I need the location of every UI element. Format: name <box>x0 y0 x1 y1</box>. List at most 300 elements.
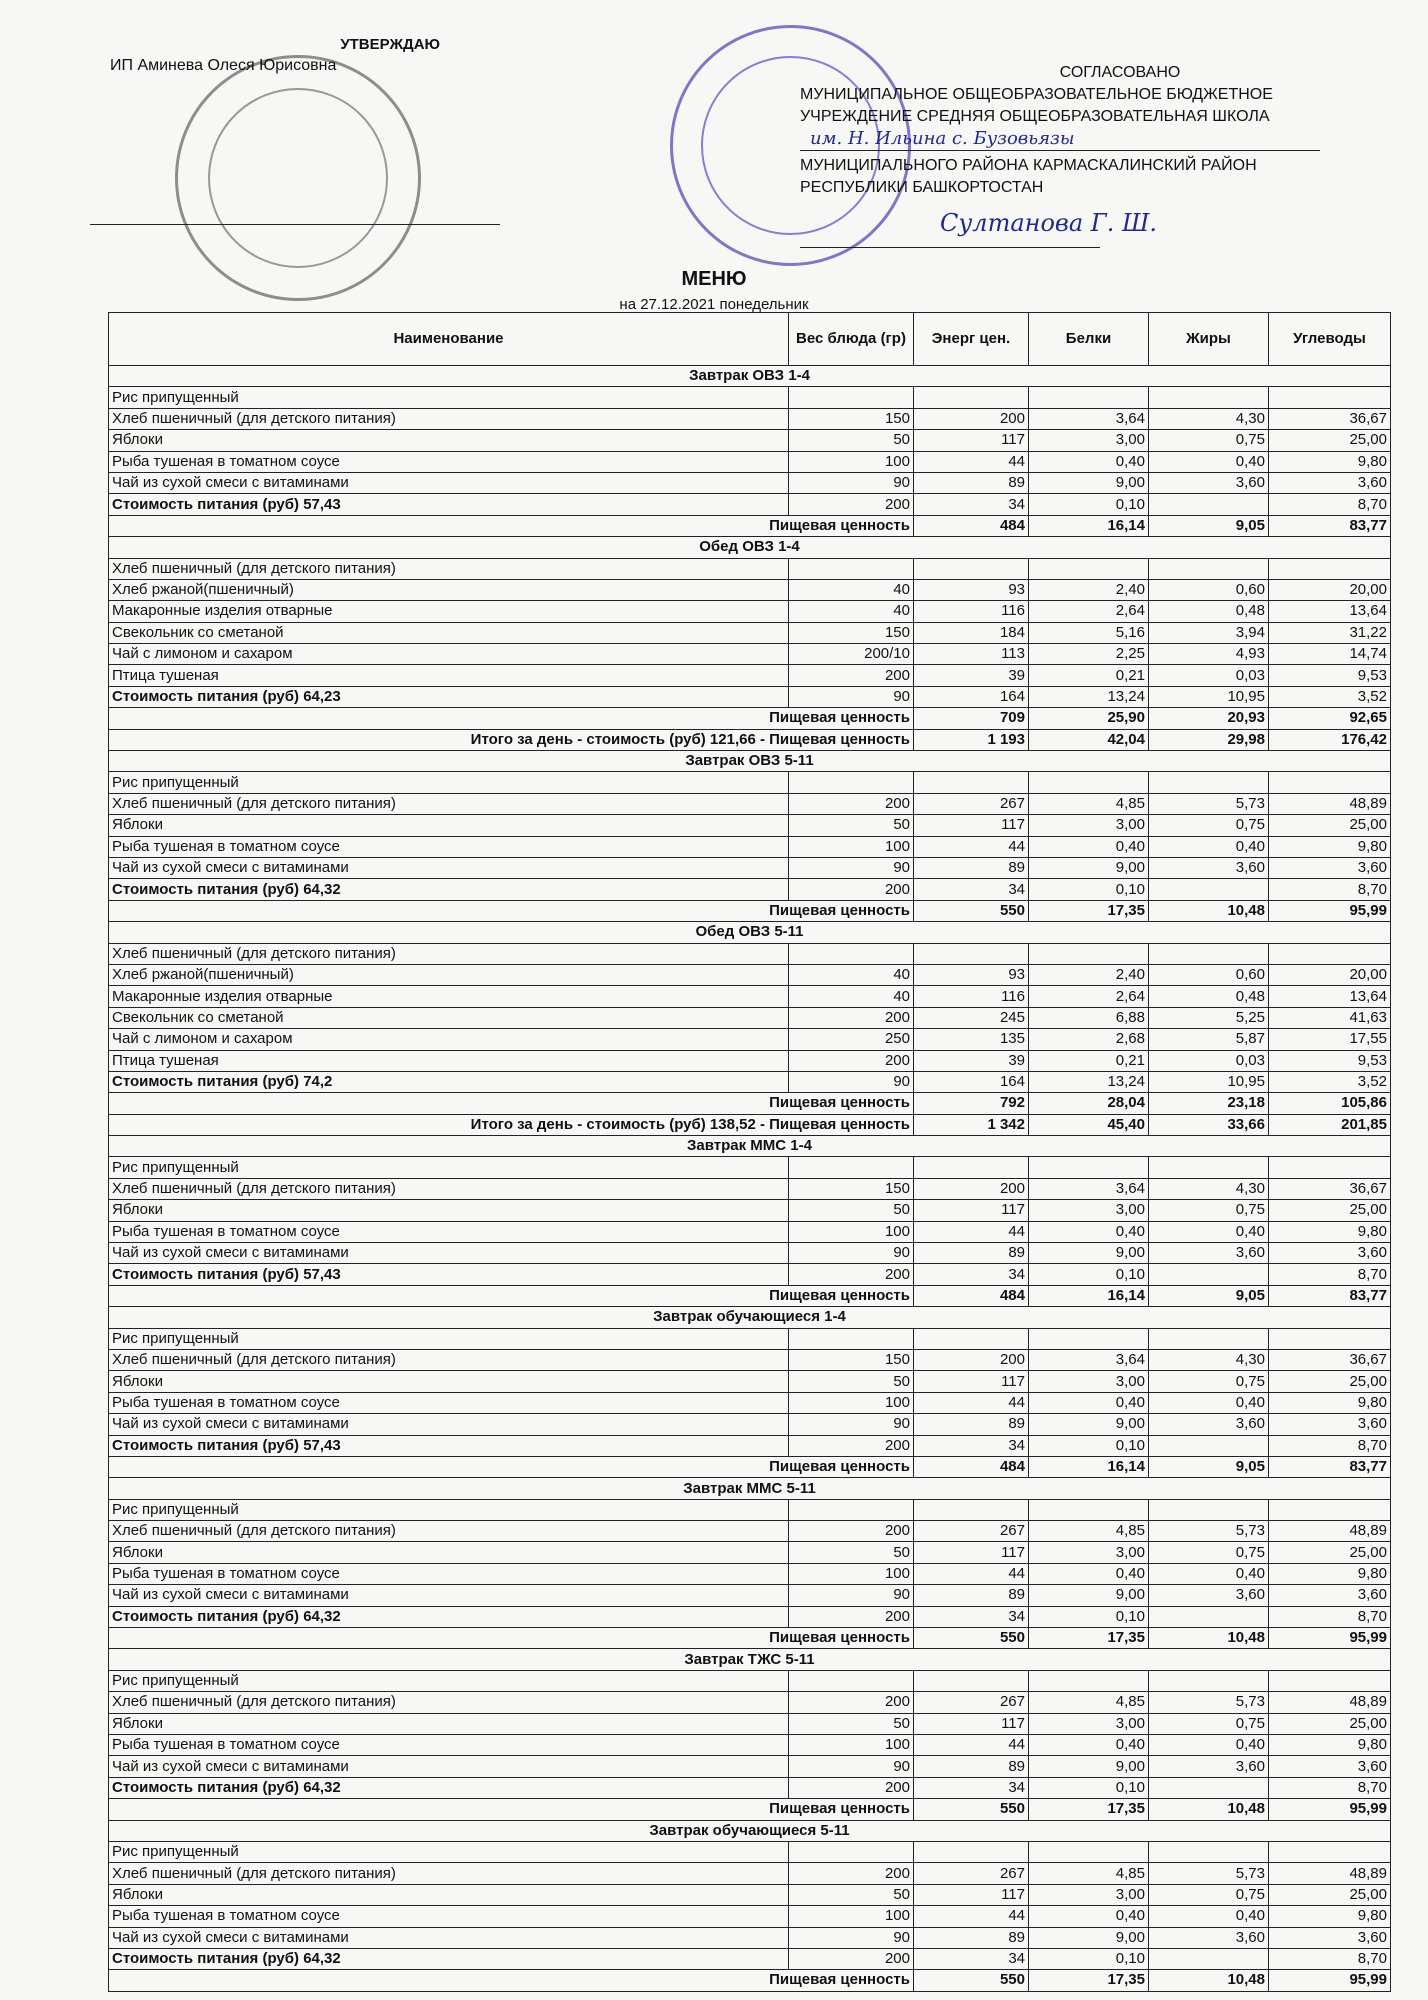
table-row <box>109 1863 1391 1884</box>
fat-cell: 3,60 <box>1149 1414 1269 1435</box>
protein-cell: 0,10 <box>1029 1777 1149 1798</box>
protein-cell: 0,21 <box>1029 665 1149 686</box>
weight-cell: 100 <box>789 1392 914 1413</box>
energy-cell: 267 <box>914 1692 1029 1713</box>
meal-cost-cell: Стоимость питания (руб) 57,43 <box>109 494 789 515</box>
weight-cell <box>789 1841 914 1862</box>
table-row <box>109 1050 1391 1071</box>
total-protein-cell: 17,35 <box>1029 900 1149 921</box>
total-carbs-cell: 201,85 <box>1269 1114 1391 1135</box>
energy-cell: 117 <box>914 430 1029 451</box>
fat-cell <box>1149 1841 1269 1862</box>
protein-cell: 3,64 <box>1029 1349 1149 1370</box>
protein-cell: 0,40 <box>1029 1735 1149 1756</box>
protein-cell: 6,88 <box>1029 1007 1149 1028</box>
weight-cell: 40 <box>789 986 914 1007</box>
carbs-cell: 3,52 <box>1269 1071 1391 1092</box>
energy-cell: 267 <box>914 1863 1029 1884</box>
energy-cell: 34 <box>914 1264 1029 1285</box>
weight-cell: 90 <box>789 472 914 493</box>
table-row <box>109 1414 1391 1435</box>
total-fat-cell: 33,66 <box>1149 1114 1269 1135</box>
protein-cell: 0,10 <box>1029 1948 1149 1969</box>
energy-cell: 267 <box>914 793 1029 814</box>
section-title: Завтрак обучающиеся 5-11 <box>109 1820 1391 1841</box>
dish-name-cell: Птица тушеная <box>109 665 789 686</box>
weight-cell: 150 <box>789 408 914 429</box>
table-row <box>109 408 1391 429</box>
protein-cell: 3,00 <box>1029 1713 1149 1734</box>
table-row <box>109 879 1391 900</box>
table-row <box>109 686 1391 707</box>
agreed-line-3: МУНИЦИПАЛЬНОГО РАЙОНА КАРМАСКАЛИНСКИЙ РАЙОН <box>800 157 1257 174</box>
table-row <box>109 772 1391 793</box>
weight-cell: 50 <box>789 1371 914 1392</box>
dish-name-cell: Рис припущенный <box>109 1499 789 1520</box>
energy-cell: 117 <box>914 1542 1029 1563</box>
carbs-cell: 9,80 <box>1269 1221 1391 1242</box>
carbs-cell: 8,70 <box>1269 1948 1391 1969</box>
fat-cell: 0,75 <box>1149 1884 1269 1905</box>
protein-cell: 0,40 <box>1029 1392 1149 1413</box>
nutrition-total-row-label: Пищевая ценность <box>109 1456 914 1477</box>
fat-cell: 0,75 <box>1149 1371 1269 1392</box>
meal-cost-cell: Стоимость питания (руб) 74,2 <box>109 1071 789 1092</box>
carbs-cell: 3,60 <box>1269 1243 1391 1264</box>
protein-cell: 4,85 <box>1029 1863 1149 1884</box>
nutrition-total-row-label: Пищевая ценность <box>109 515 914 536</box>
table-row <box>109 1606 1391 1627</box>
weight-cell: 100 <box>789 836 914 857</box>
fat-cell: 0,60 <box>1149 964 1269 985</box>
total-protein-cell: 42,04 <box>1029 729 1149 750</box>
total-fat-cell: 9,05 <box>1149 515 1269 536</box>
dish-name-cell: Хлеб ржаной(пшеничный) <box>109 964 789 985</box>
total-fat-cell: 10,48 <box>1149 1970 1269 1991</box>
carbs-cell: 9,53 <box>1269 1050 1391 1071</box>
carbs-cell: 8,70 <box>1269 1777 1391 1798</box>
nutrition-total-row-label: Пищевая ценность <box>109 1970 914 1991</box>
carbs-cell: 48,89 <box>1269 1863 1391 1884</box>
energy-cell: 184 <box>914 622 1029 643</box>
energy-cell: 93 <box>914 964 1029 985</box>
nutrition-total-row-label: Пищевая ценность <box>109 708 914 729</box>
weight-cell: 50 <box>789 1884 914 1905</box>
dish-name-cell: Яблоки <box>109 1713 789 1734</box>
protein-cell: 9,00 <box>1029 1585 1149 1606</box>
fat-cell <box>1149 1264 1269 1285</box>
carbs-cell: 8,70 <box>1269 1606 1391 1627</box>
energy-cell: 89 <box>914 857 1029 878</box>
weight-cell: 200 <box>789 1692 914 1713</box>
section-header-row <box>109 1478 1391 1499</box>
carbs-cell: 41,63 <box>1269 1007 1391 1028</box>
nutrition-total-row-label: Пищевая ценность <box>109 900 914 921</box>
energy-cell: 89 <box>914 1585 1029 1606</box>
protein-cell: 9,00 <box>1029 1243 1149 1264</box>
protein-cell: 13,24 <box>1029 1071 1149 1092</box>
carbs-cell <box>1269 558 1391 579</box>
dish-name-cell: Яблоки <box>109 430 789 451</box>
energy-cell: 200 <box>914 1178 1029 1199</box>
day-total-row-label: Итого за день - стоимость (руб) 138,52 - Пищевая ценность <box>109 1114 914 1135</box>
section-header-row <box>109 1820 1391 1841</box>
fat-cell: 3,60 <box>1149 1243 1269 1264</box>
meal-cost-cell: Стоимость питания (руб) 64,32 <box>109 879 789 900</box>
energy-cell: 89 <box>914 1927 1029 1948</box>
section-title: Завтрак обучающиеся 1-4 <box>109 1307 1391 1328</box>
carbs-cell: 3,60 <box>1269 472 1391 493</box>
nutrition-total-row <box>109 1970 1391 1991</box>
carbs-cell: 36,67 <box>1269 1349 1391 1370</box>
dish-name-cell: Хлеб пшеничный (для детского питания) <box>109 1349 789 1370</box>
meal-cost-cell: Стоимость питания (руб) 57,43 <box>109 1264 789 1285</box>
carbs-cell: 9,53 <box>1269 665 1391 686</box>
total-energy-cell: 709 <box>914 708 1029 729</box>
weight-cell: 200 <box>789 1777 914 1798</box>
table-row <box>109 601 1391 622</box>
fat-cell: 4,30 <box>1149 408 1269 429</box>
weight-cell: 100 <box>789 451 914 472</box>
dish-name-cell: Свекольник со сметаной <box>109 1007 789 1028</box>
protein-cell: 3,00 <box>1029 815 1149 836</box>
nutrition-total-row-label: Пищевая ценность <box>109 1799 914 1820</box>
protein-cell: 0,10 <box>1029 1606 1149 1627</box>
fat-cell: 10,95 <box>1149 1071 1269 1092</box>
nutrition-total-row <box>109 900 1391 921</box>
weight-cell: 150 <box>789 622 914 643</box>
protein-cell: 0,10 <box>1029 879 1149 900</box>
dish-name-cell: Рыба тушеная в томатном соусе <box>109 1735 789 1756</box>
carbs-cell: 3,60 <box>1269 857 1391 878</box>
carbs-cell: 8,70 <box>1269 1264 1391 1285</box>
approval-stamp <box>175 55 421 301</box>
carbs-cell: 17,55 <box>1269 1029 1391 1050</box>
day-total-row <box>109 729 1391 750</box>
weight-cell <box>789 943 914 964</box>
total-fat-cell: 9,05 <box>1149 1456 1269 1477</box>
dish-name-cell: Рыба тушеная в томатном соусе <box>109 836 789 857</box>
protein-cell: 9,00 <box>1029 1414 1149 1435</box>
protein-cell: 3,00 <box>1029 1542 1149 1563</box>
protein-cell: 4,85 <box>1029 793 1149 814</box>
carbs-cell: 25,00 <box>1269 1371 1391 1392</box>
carbs-cell: 25,00 <box>1269 1200 1391 1221</box>
fat-cell: 3,94 <box>1149 622 1269 643</box>
table-row <box>109 1841 1391 1862</box>
weight-cell: 40 <box>789 579 914 600</box>
protein-cell: 9,00 <box>1029 1756 1149 1777</box>
dish-name-cell: Рыба тушеная в томатном соусе <box>109 451 789 472</box>
fat-cell: 0,75 <box>1149 430 1269 451</box>
dish-name-cell: Хлеб пшеничный (для детского питания) <box>109 1178 789 1199</box>
energy-cell: 44 <box>914 1735 1029 1756</box>
dish-name-cell: Рис припущенный <box>109 1328 789 1349</box>
weight-cell <box>789 1328 914 1349</box>
protein-cell: 0,40 <box>1029 836 1149 857</box>
dish-name-cell: Рис припущенный <box>109 772 789 793</box>
dish-name-cell: Чай из сухой смеси с витаминами <box>109 1585 789 1606</box>
weight-cell: 200 <box>789 1007 914 1028</box>
protein-cell: 4,85 <box>1029 1692 1149 1713</box>
table-row <box>109 815 1391 836</box>
approval-title: УТВЕРЖДАЮ <box>340 36 440 53</box>
fat-cell <box>1149 1777 1269 1798</box>
weight-cell: 50 <box>789 1200 914 1221</box>
weight-cell: 200/10 <box>789 644 914 665</box>
table-row <box>109 558 1391 579</box>
fat-cell: 0,48 <box>1149 986 1269 1007</box>
carbs-cell <box>1269 387 1391 408</box>
energy-cell <box>914 1841 1029 1862</box>
table-row <box>109 1542 1391 1563</box>
table-row <box>109 1670 1391 1691</box>
total-carbs-cell: 92,65 <box>1269 708 1391 729</box>
dish-name-cell: Чай из сухой смеси с витаминами <box>109 1756 789 1777</box>
approval-block <box>110 36 470 75</box>
weight-cell: 200 <box>789 1521 914 1542</box>
weight-cell <box>789 1157 914 1178</box>
protein-cell <box>1029 387 1149 408</box>
dish-name-cell: Рис припущенный <box>109 1670 789 1691</box>
weight-cell: 50 <box>789 430 914 451</box>
energy-cell: 44 <box>914 1392 1029 1413</box>
total-protein-cell: 16,14 <box>1029 515 1149 536</box>
total-protein-cell: 16,14 <box>1029 1456 1149 1477</box>
fat-cell: 0,40 <box>1149 1392 1269 1413</box>
dish-name-cell: Хлеб ржаной(пшеничный) <box>109 579 789 600</box>
protein-cell: 3,00 <box>1029 1371 1149 1392</box>
carbs-cell: 31,22 <box>1269 622 1391 643</box>
total-carbs-cell: 95,99 <box>1269 900 1391 921</box>
carbs-cell: 8,70 <box>1269 1435 1391 1456</box>
dish-name-cell: Чай из сухой смеси с витаминами <box>109 472 789 493</box>
carbs-cell: 9,80 <box>1269 1906 1391 1927</box>
carbs-cell: 14,74 <box>1269 644 1391 665</box>
total-carbs-cell: 95,99 <box>1269 1628 1391 1649</box>
energy-cell: 200 <box>914 1349 1029 1370</box>
dish-name-cell: Яблоки <box>109 1371 789 1392</box>
fat-cell: 0,40 <box>1149 1735 1269 1756</box>
total-fat-cell: 10,48 <box>1149 1628 1269 1649</box>
table-row <box>109 472 1391 493</box>
total-protein-cell: 17,35 <box>1029 1970 1149 1991</box>
protein-cell: 13,24 <box>1029 686 1149 707</box>
table-row <box>109 1007 1391 1028</box>
energy-cell: 116 <box>914 986 1029 1007</box>
protein-cell: 2,40 <box>1029 579 1149 600</box>
carbs-cell <box>1269 1157 1391 1178</box>
energy-cell: 117 <box>914 1371 1029 1392</box>
table-row <box>109 1585 1391 1606</box>
table-header-row <box>109 313 1391 366</box>
energy-cell: 34 <box>914 1606 1029 1627</box>
dish-name-cell: Хлеб пшеничный (для детского питания) <box>109 408 789 429</box>
fat-cell: 0,40 <box>1149 1221 1269 1242</box>
col-header-protein: Белки <box>1029 313 1149 366</box>
carbs-cell: 8,70 <box>1269 494 1391 515</box>
table-row <box>109 1777 1391 1798</box>
nutrition-total-row <box>109 1799 1391 1820</box>
table-row <box>109 622 1391 643</box>
carbs-cell: 9,80 <box>1269 1735 1391 1756</box>
fat-cell <box>1149 494 1269 515</box>
total-carbs-cell: 95,99 <box>1269 1970 1391 1991</box>
fat-cell: 10,95 <box>1149 686 1269 707</box>
protein-cell: 5,16 <box>1029 622 1149 643</box>
dish-name-cell: Яблоки <box>109 1884 789 1905</box>
weight-cell: 50 <box>789 1713 914 1734</box>
carbs-cell: 3,52 <box>1269 686 1391 707</box>
fat-cell: 0,60 <box>1149 579 1269 600</box>
weight-cell: 90 <box>789 686 914 707</box>
energy-cell: 34 <box>914 879 1029 900</box>
agreed-title: СОГЛАСОВАНО <box>1059 64 1181 81</box>
nutrition-total-row <box>109 1285 1391 1306</box>
nutrition-total-row <box>109 1628 1391 1649</box>
carbs-cell: 3,60 <box>1269 1756 1391 1777</box>
weight-cell: 90 <box>789 1243 914 1264</box>
energy-cell <box>914 772 1029 793</box>
agreed-line-2: УЧРЕЖДЕНИЕ СРЕДНЯЯ ОБЩЕОБРАЗОВАТЕЛЬНАЯ ШКОЛА <box>800 108 1270 125</box>
energy-cell: 44 <box>914 1221 1029 1242</box>
fat-cell <box>1149 1435 1269 1456</box>
handwritten-school-name: им. Н. Ильина с. Бузовьязы <box>810 128 1075 149</box>
carbs-cell: 13,64 <box>1269 986 1391 1007</box>
protein-cell: 0,10 <box>1029 1435 1149 1456</box>
fat-cell: 3,60 <box>1149 857 1269 878</box>
energy-cell: 44 <box>914 451 1029 472</box>
table-row <box>109 579 1391 600</box>
fat-cell: 3,60 <box>1149 1585 1269 1606</box>
agreed-line-4: РЕСПУБЛИКИ БАШКОРТОСТАН <box>800 179 1044 196</box>
carbs-cell <box>1269 772 1391 793</box>
carbs-cell <box>1269 1328 1391 1349</box>
total-carbs-cell: 105,86 <box>1269 1093 1391 1114</box>
total-protein-cell: 17,35 <box>1029 1628 1149 1649</box>
section-header-row <box>109 1649 1391 1670</box>
table-row <box>109 644 1391 665</box>
dish-name-cell: Хлеб пшеничный (для детского питания) <box>109 943 789 964</box>
fat-cell <box>1149 1328 1269 1349</box>
carbs-cell: 25,00 <box>1269 815 1391 836</box>
col-header-weight: Вес блюда (гр) <box>789 313 914 366</box>
nutrition-total-row <box>109 1456 1391 1477</box>
dish-name-cell: Рис припущенный <box>109 387 789 408</box>
dish-name-cell: Чай из сухой смеси с витаминами <box>109 1414 789 1435</box>
carbs-cell: 25,00 <box>1269 1884 1391 1905</box>
table-row <box>109 1756 1391 1777</box>
protein-cell: 0,10 <box>1029 494 1149 515</box>
energy-cell: 117 <box>914 815 1029 836</box>
energy-cell: 44 <box>914 1906 1029 1927</box>
total-fat-cell: 10,48 <box>1149 1799 1269 1820</box>
fat-cell <box>1149 1157 1269 1178</box>
weight-cell: 90 <box>789 1071 914 1092</box>
energy-cell: 89 <box>914 472 1029 493</box>
fat-cell: 0,75 <box>1149 815 1269 836</box>
col-header-energy: Энерг цен. <box>914 313 1029 366</box>
dish-name-cell: Рыба тушеная в томатном соусе <box>109 1563 789 1584</box>
protein-cell <box>1029 1157 1149 1178</box>
col-header-name: Наименование <box>109 313 789 366</box>
energy-cell <box>914 1499 1029 1520</box>
table-row <box>109 1029 1391 1050</box>
energy-cell: 39 <box>914 1050 1029 1071</box>
total-protein-cell: 17,35 <box>1029 1799 1149 1820</box>
protein-cell: 2,40 <box>1029 964 1149 985</box>
protein-cell: 2,64 <box>1029 601 1149 622</box>
weight-cell: 50 <box>789 815 914 836</box>
weight-cell: 250 <box>789 1029 914 1050</box>
dish-name-cell: Хлеб пшеничный (для детского питания) <box>109 558 789 579</box>
table-row <box>109 1328 1391 1349</box>
carbs-cell: 48,89 <box>1269 793 1391 814</box>
protein-cell <box>1029 772 1149 793</box>
meal-cost-cell: Стоимость питания (руб) 64,32 <box>109 1606 789 1627</box>
total-protein-cell: 25,90 <box>1029 708 1149 729</box>
nutrition-total-row-label: Пищевая ценность <box>109 1093 914 1114</box>
energy-cell: 39 <box>914 665 1029 686</box>
protein-cell: 9,00 <box>1029 472 1149 493</box>
total-fat-cell: 29,98 <box>1149 729 1269 750</box>
carbs-cell: 48,89 <box>1269 1692 1391 1713</box>
section-header-row <box>109 1136 1391 1157</box>
total-fat-cell: 10,48 <box>1149 900 1269 921</box>
table-row <box>109 451 1391 472</box>
carbs-cell <box>1269 943 1391 964</box>
carbs-cell: 25,00 <box>1269 1542 1391 1563</box>
section-header-row <box>109 537 1391 558</box>
protein-cell: 9,00 <box>1029 1927 1149 1948</box>
fat-cell: 0,40 <box>1149 836 1269 857</box>
weight-cell: 100 <box>789 1563 914 1584</box>
dish-name-cell: Рыба тушеная в томатном соусе <box>109 1221 789 1242</box>
table-row <box>109 1435 1391 1456</box>
table-row <box>109 1521 1391 1542</box>
protein-cell: 3,64 <box>1029 408 1149 429</box>
carbs-cell: 36,67 <box>1269 408 1391 429</box>
section-title: Завтрак ОВЗ 1-4 <box>109 366 1391 387</box>
table-row <box>109 857 1391 878</box>
dish-name-cell: Птица тушеная <box>109 1050 789 1071</box>
protein-cell: 0,40 <box>1029 451 1149 472</box>
day-total-row <box>109 1114 1391 1135</box>
section-title: Обед ОВЗ 1-4 <box>109 537 1391 558</box>
total-energy-cell: 550 <box>914 1799 1029 1820</box>
carbs-cell: 48,89 <box>1269 1521 1391 1542</box>
protein-cell: 0,40 <box>1029 1906 1149 1927</box>
protein-cell: 4,85 <box>1029 1521 1149 1542</box>
table-row <box>109 1906 1391 1927</box>
energy-cell: 200 <box>914 408 1029 429</box>
protein-cell <box>1029 1670 1149 1691</box>
energy-cell <box>914 1670 1029 1691</box>
carbs-cell: 25,00 <box>1269 430 1391 451</box>
total-carbs-cell: 83,77 <box>1269 1285 1391 1306</box>
protein-cell <box>1029 1328 1149 1349</box>
fat-cell: 3,60 <box>1149 472 1269 493</box>
protein-cell <box>1029 558 1149 579</box>
fat-cell: 4,30 <box>1149 1178 1269 1199</box>
fat-cell: 5,73 <box>1149 1692 1269 1713</box>
dish-name-cell: Чай из сухой смеси с витаминами <box>109 1243 789 1264</box>
fat-cell <box>1149 772 1269 793</box>
dish-name-cell: Рис припущенный <box>109 1841 789 1862</box>
energy-cell: 34 <box>914 494 1029 515</box>
total-energy-cell: 484 <box>914 1456 1029 1477</box>
energy-cell <box>914 1328 1029 1349</box>
